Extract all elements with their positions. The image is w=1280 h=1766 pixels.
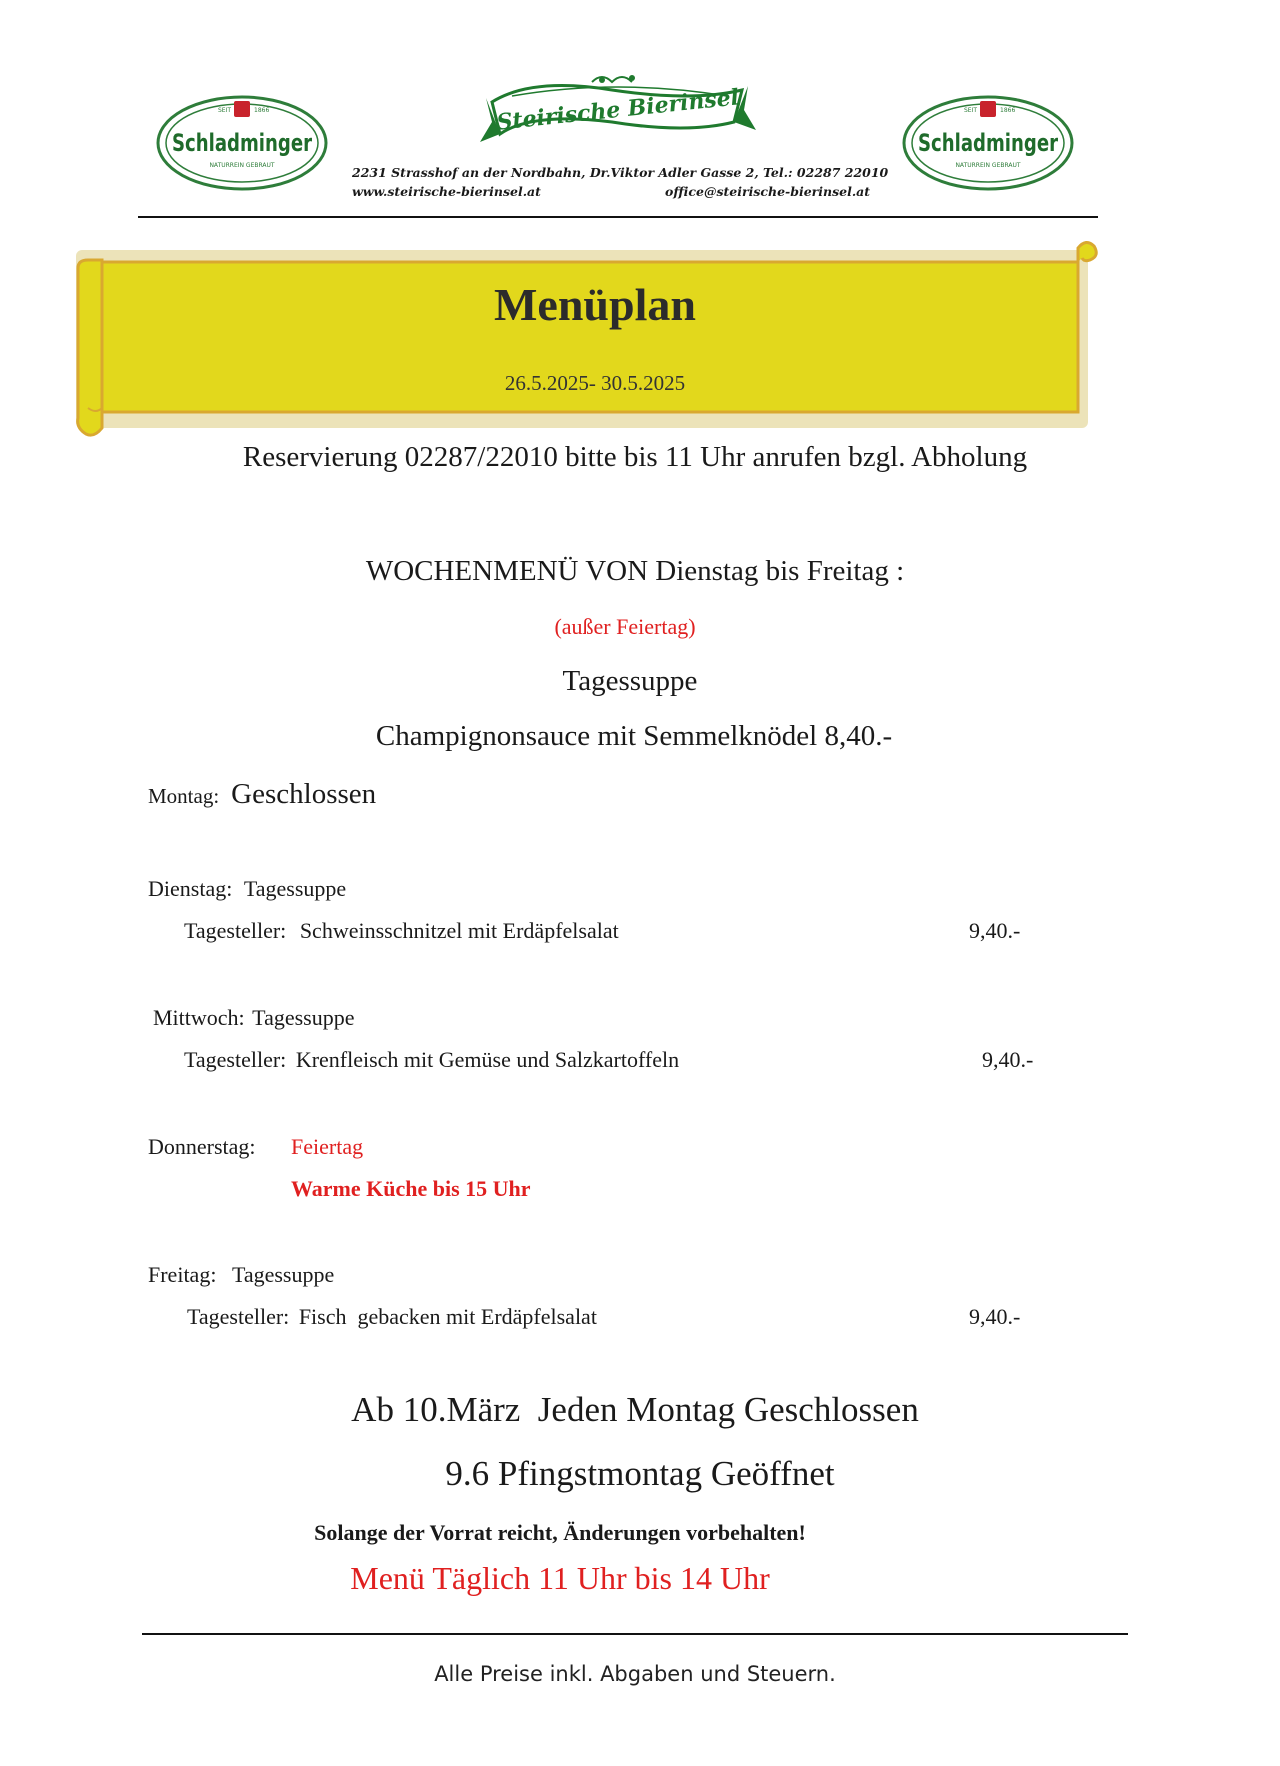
day-closed-text: Geschlossen bbox=[231, 778, 377, 810]
plate-dish: Schweinsschnitzel mit Erdäpfelsalat bbox=[299, 918, 619, 943]
day-label: Donnerstag: bbox=[148, 1134, 256, 1159]
plate-dish: Krenfleisch mit Gemüse und Salzkartoffeln bbox=[295, 1047, 680, 1072]
day-label: Mittwoch: bbox=[153, 1005, 245, 1030]
email-link[interactable]: office@steirische-bierinsel.at bbox=[665, 184, 871, 199]
svg-text:SEIT: SEIT bbox=[964, 107, 978, 114]
notice-menu-hours: Menü Täglich 11 Uhr bis 14 Uhr bbox=[350, 1560, 770, 1596]
footer-divider bbox=[142, 1633, 1128, 1635]
day-tuesday bbox=[148, 876, 346, 902]
plate-dish: Fisch gebacken mit Erdäpfelsalat bbox=[298, 1304, 597, 1329]
plate-label: Tagesteller: bbox=[187, 1304, 290, 1329]
wednesday-plate bbox=[184, 1047, 679, 1073]
plate-label: Tagesteller: bbox=[184, 918, 287, 943]
day-soup: Tagessuppe bbox=[252, 1005, 355, 1030]
schladminger-logo-right bbox=[902, 95, 1074, 191]
reservation-note: Reservierung 02287/22010 bitte bis 11 Uhr anrufen bzgl. Abholung bbox=[242, 441, 1028, 473]
day-friday bbox=[148, 1262, 334, 1288]
svg-text:Schladminger: Schladminger bbox=[172, 129, 313, 157]
day-soup: Tagessuppe bbox=[231, 1262, 335, 1287]
website-link[interactable]: www.steirische-bierinsel.at bbox=[352, 184, 541, 199]
svg-text:NATURREIN GEBRAUT: NATURREIN GEBRAUT bbox=[955, 162, 1021, 169]
notice-pentecost-open: 9.6 Pfingstmontag Geöffnet bbox=[445, 1454, 835, 1493]
svg-text:NATURREIN GEBRAUT: NATURREIN GEBRAUT bbox=[209, 162, 275, 169]
page-title: Menüplan bbox=[494, 279, 696, 330]
tuesday-price: 9,40.- bbox=[969, 918, 1021, 943]
menu-banner-scroll bbox=[70, 238, 1102, 448]
tuesday-plate bbox=[184, 918, 619, 944]
schladminger-logo-left bbox=[156, 95, 328, 191]
steirische-bierinsel-logo bbox=[472, 72, 762, 160]
plate-label: Tagesteller: bbox=[184, 1047, 287, 1072]
day-label: Montag: bbox=[148, 784, 220, 808]
notice-stock-disclaimer: Solange der Vorrat reicht, Änderungen vorbehalten! bbox=[314, 1520, 806, 1545]
thursday-holiday: Feiertag bbox=[291, 1134, 364, 1159]
svg-text:Schladminger: Schladminger bbox=[918, 129, 1059, 157]
thursday-kitchen-hours: Warme Küche bis 15 Uhr bbox=[291, 1176, 531, 1201]
friday-plate bbox=[187, 1304, 597, 1330]
day-wednesday bbox=[153, 1005, 355, 1031]
day-thursday bbox=[148, 1134, 256, 1160]
svg-text:1866: 1866 bbox=[254, 107, 270, 114]
date-range: 26.5.2025- 30.5.2025 bbox=[504, 371, 686, 395]
friday-price: 9,40.- bbox=[969, 1304, 1021, 1329]
address-line: 2231 Strasshof an der Nordbahn, Dr.Viktor Adler Gasse 2, Tel.: 02287 22010 bbox=[352, 165, 889, 180]
weekly-dish: Champignonsauce mit Semmelknödel 8,40.- bbox=[375, 720, 893, 752]
day-monday bbox=[148, 778, 376, 811]
weekly-menu-heading: WOCHENMENÜ VON Dienstag bis Freitag : bbox=[365, 555, 905, 587]
weekly-soup: Tagessuppe bbox=[562, 665, 698, 697]
day-label: Dienstag: bbox=[148, 876, 233, 901]
wednesday-price: 9,40.- bbox=[982, 1047, 1034, 1072]
header-divider bbox=[138, 216, 1098, 218]
notice-mondays-closed: Ab 10.März Jeden Montag Geschlossen bbox=[351, 1390, 919, 1429]
svg-text:Steirische Bierinsel: Steirische Bierinsel bbox=[495, 84, 741, 136]
day-soup: Tagessuppe bbox=[243, 876, 347, 901]
footer-note: Alle Preise inkl. Abgaben und Steuern. bbox=[434, 1662, 836, 1686]
svg-text:SEIT: SEIT bbox=[218, 107, 232, 114]
svg-text:1866: 1866 bbox=[1000, 107, 1016, 114]
weekly-exception: (außer Feiertag) bbox=[554, 614, 696, 639]
day-label: Freitag: bbox=[148, 1262, 217, 1287]
